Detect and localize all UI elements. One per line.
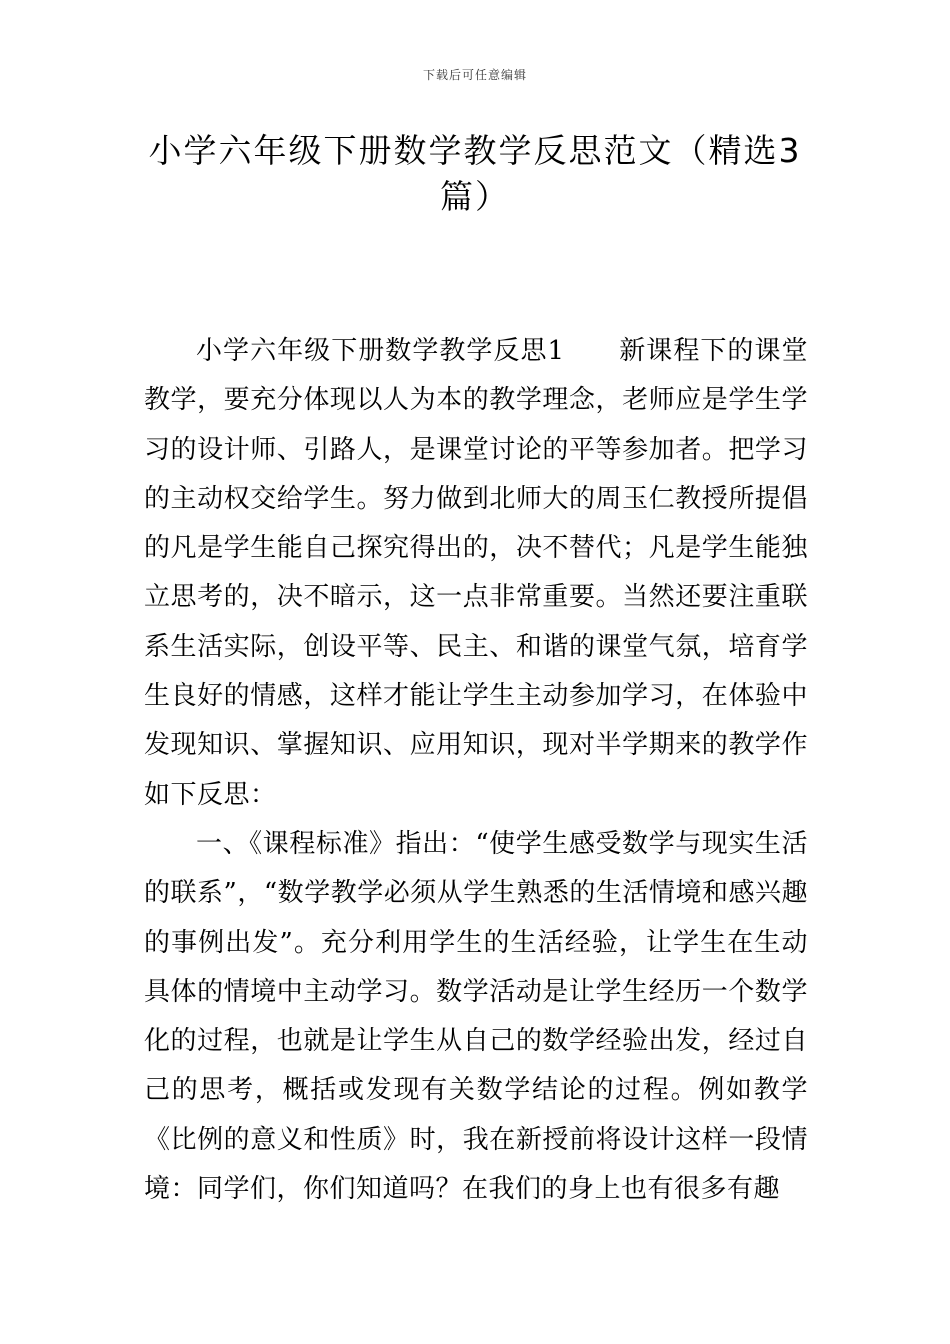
document-title: 小学六年级下册数学教学反思范文（精选3篇）: [148, 131, 802, 216]
page-header-note: 下载后可任意编辑: [422, 68, 527, 82]
paragraph-2: 一、《课程标准》指出：“使学生感受数学与现实生活的联系”，“数学教学必须从学生熟悉的生活情境和感兴趣的事例出发”。充分利用学生的生活经验，让学生在生动具体的情境中主动学习。数学活动是让学生经历一个数学化的过程，也就是让学生从自己的数学经验出发，经过自己的思考，概括或发现有关数学结论的过程。例如教学《比例的意义和性质》时，我在新授前将设计这样一段情境：同学们，你们知道吗？在我们的身上也有很多有趣: [144, 828, 808, 1205]
paragraph-1: [144, 327, 808, 820]
paragraph-1-text: 新课程下的课堂教学，要充分体现以人为本的教学理念，老师应是学生学习的设计师、引路人，是课堂讨论的平等参加者。把学习的主动权交给学生。努力做到北师大的周玉仁教授所提倡的凡是学生能自己探究得出的，决不替代；凡是学生能独立思考的，决不暗示，这一点非常重要。当然还要注重联系生活实际，创设平等、民主、和谐的课堂气氛，培育学生良好的情感，这样才能让学生主动参加学习，在体验中发现知识、掌握知识、应用知识，现对半学期来的教学作如下反思：: [144, 336, 808, 810]
section-heading: 小学六年级下册数学教学反思1: [196, 336, 620, 366]
document-body: [144, 327, 808, 1214]
